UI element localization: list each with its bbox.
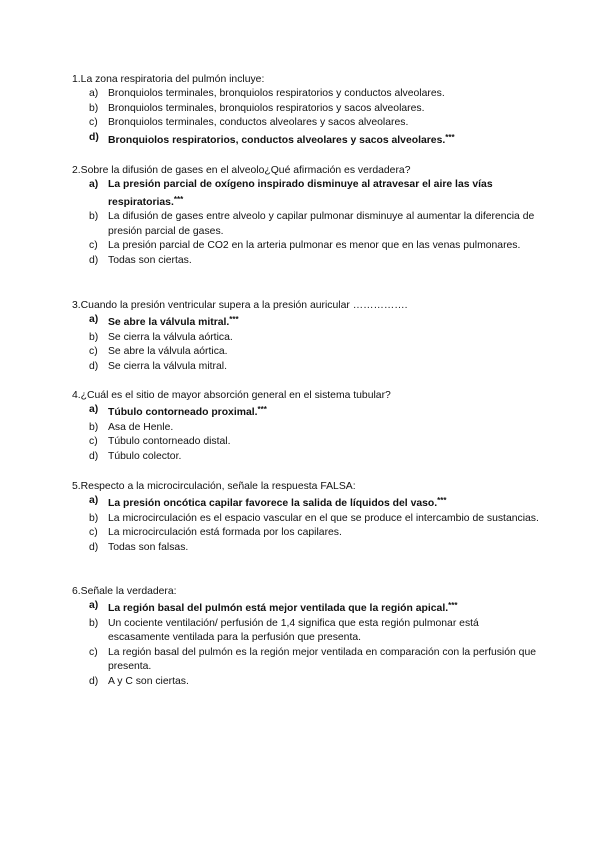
option-letter: d) — [89, 675, 99, 687]
question-text: 2.Sobre la difusión de gases en el alveolo¿Qué afirmación es verdadera? — [72, 165, 411, 176]
option-text: Túbulo contorneado proximal. — [108, 407, 258, 418]
option-letter: b) — [89, 331, 99, 343]
option-c — [72, 345, 542, 360]
option-a-correct — [72, 494, 542, 512]
option-b — [72, 331, 542, 346]
option-letter: d) — [89, 131, 99, 143]
question-5 — [72, 479, 542, 555]
option-c — [72, 646, 542, 675]
option-b — [72, 210, 542, 239]
option-letter: c) — [89, 436, 98, 448]
question-text: 1.La zona respiratoria del pulmón incluye: — [72, 74, 265, 85]
option-text: La presión oncótica capilar favorece la salida de líquidos del vaso. — [108, 498, 438, 509]
option-text: Se abre la válvula aórtica. — [108, 346, 228, 358]
option-d — [72, 675, 542, 690]
option-letter: d) — [89, 360, 99, 372]
option-letter: a) — [89, 179, 99, 190]
option-c — [72, 239, 542, 254]
option-text: La microcirculación está formada por los capilares. — [108, 527, 342, 539]
options-list — [72, 403, 542, 464]
option-letter: c) — [89, 646, 98, 658]
option-letter: a) — [89, 600, 99, 611]
option-a-correct — [72, 178, 542, 210]
option-letter: a) — [89, 495, 99, 506]
correct-mark: *** — [437, 496, 447, 505]
correct-mark: *** — [445, 132, 455, 142]
option-a-correct — [72, 403, 542, 421]
option-letter: c) — [89, 117, 98, 129]
option-letter: d) — [89, 450, 99, 462]
option-text: Túbulo contorneado distal. — [108, 436, 231, 448]
option-c — [72, 526, 542, 541]
option-text: A y C son ciertas. — [108, 675, 189, 687]
option-letter: b) — [89, 421, 99, 433]
option-text: Todas son falsas. — [108, 541, 189, 553]
correct-mark: *** — [257, 405, 267, 414]
option-text: Se cierra la válvula mitral. — [108, 360, 227, 372]
option-b — [72, 102, 542, 117]
option-text: Se cierra la válvula aórtica. — [108, 331, 233, 343]
option-b — [72, 421, 542, 436]
option-c — [72, 435, 542, 450]
option-letter: b) — [89, 102, 99, 114]
option-letter: b) — [89, 512, 99, 524]
option-letter: a) — [89, 314, 99, 325]
option-letter: c) — [89, 240, 98, 252]
options-list — [72, 178, 542, 269]
option-b — [72, 617, 542, 646]
option-text: Bronquiolos terminales, conductos alveolares y sacos alveolares. — [108, 117, 409, 129]
option-text: La microcirculación es el espacio vascular en el que se produce el intercambio de sustancias. — [108, 512, 539, 524]
option-letter: c) — [89, 346, 98, 358]
option-text: Todas son ciertas. — [108, 254, 192, 266]
option-text: Túbulo colector. — [108, 450, 182, 462]
option-text: Bronquiolos respiratorios, conductos alveolares y sacos alveolares. — [108, 134, 446, 146]
option-text: Asa de Henle. — [108, 421, 174, 433]
question-1 — [72, 72, 542, 148]
option-a-correct — [72, 313, 542, 331]
options-list — [72, 494, 542, 555]
question-3 — [72, 298, 542, 374]
option-letter: a) — [89, 88, 99, 99]
option-b — [72, 512, 542, 527]
question-6 — [72, 584, 542, 690]
question-2 — [72, 163, 542, 269]
option-text: Bronquiolos terminales, bronquiolos respiratorios y sacos alveolares. — [108, 102, 425, 114]
correct-mark: *** — [229, 315, 239, 324]
option-a-correct — [72, 599, 542, 617]
option-text: Se abre la válvula mitral. — [108, 317, 230, 328]
option-letter: b) — [89, 211, 99, 223]
option-letter: c) — [89, 527, 98, 539]
option-d — [72, 450, 542, 465]
options-list — [72, 313, 542, 374]
question-text: 4.¿Cuál es el sitio de mayor absorción general en el sistema tubular? — [72, 390, 391, 401]
option-text: Bronquiolos terminales, bronquiolos respiratorios y conductos alveolares. — [108, 88, 445, 99]
correct-mark: *** — [448, 601, 458, 610]
question-text: 3.Cuando la presión ventricular supera a la presión auricular ……………. — [72, 300, 408, 311]
option-letter: d) — [89, 254, 99, 266]
option-d — [72, 254, 542, 269]
option-d-correct — [72, 131, 542, 149]
question-4 — [72, 388, 542, 464]
option-text: La región basal del pulmón está mejor ventilada que la región apical. — [108, 603, 449, 614]
options-list — [72, 87, 542, 148]
option-letter: b) — [89, 617, 99, 629]
option-c — [72, 116, 542, 131]
options-list — [72, 599, 542, 690]
question-text: 6.Señale la verdadera: — [72, 586, 177, 597]
option-text: La presión parcial de oxígeno inspirado disminuye al atravesar el aire las vías respiratorias. — [108, 179, 493, 208]
option-letter: a) — [89, 404, 99, 415]
option-text: La difusión de gases entre alveolo y capilar pulmonar disminuye al aumentar la diferencia de presión parcial de gases. — [108, 211, 535, 237]
question-text: 5.Respecto a la microcirculación, señale la respuesta FALSA: — [72, 481, 356, 492]
option-d — [72, 541, 542, 556]
option-text: Un cociente ventilación/ perfusión de 1,4 significa que esta región pulmonar está escasamente ventilada para la perfusión que presenta. — [108, 617, 479, 644]
correct-mark: *** — [173, 194, 184, 204]
option-text: La región basal del pulmón es la región mejor ventilada en comparación con la perfusión que presenta. — [108, 646, 537, 673]
option-a — [72, 87, 542, 102]
option-letter: d) — [89, 541, 99, 553]
option-d — [72, 360, 542, 375]
option-text: La presión parcial de CO2 en la arteria pulmonar es menor que en las venas pulmonares. — [108, 240, 521, 252]
